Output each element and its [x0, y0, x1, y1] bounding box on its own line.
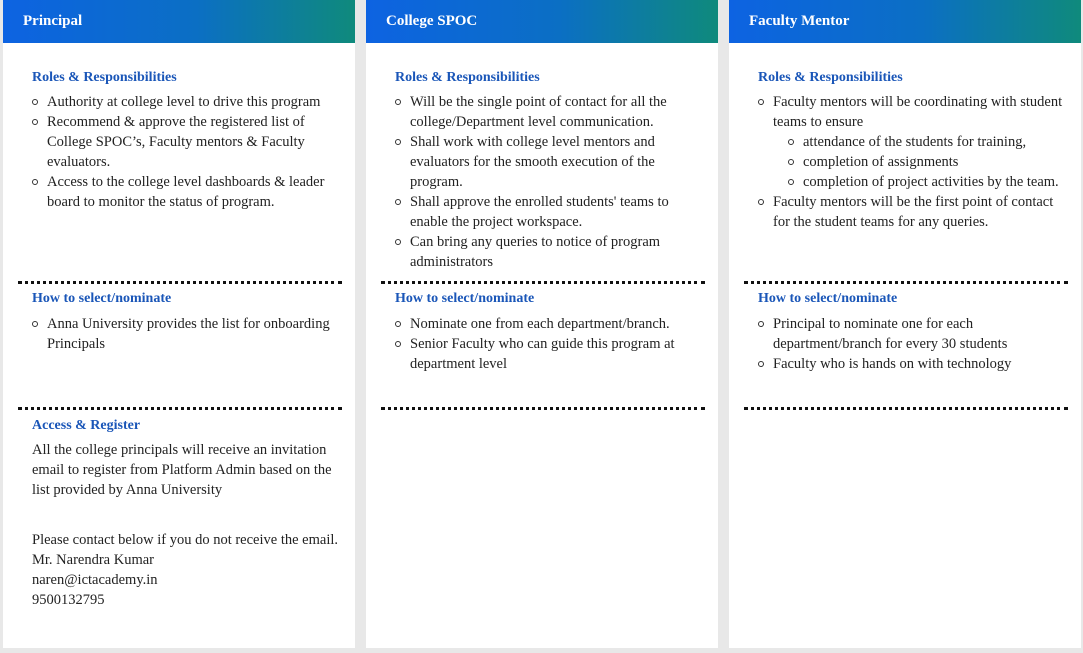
sub-list-item: attendance of the students for training,: [788, 132, 1073, 152]
list-item: Access to the college level dashboards & leader board to monitor the status of program.: [32, 172, 347, 212]
list-item: Faculty mentors will be the first point of contact for the student teams for any queries.: [758, 192, 1073, 232]
list-item: Shall approve the enrolled students' teams to enable the project workspace.: [395, 192, 710, 232]
list-item: Authority at college level to drive this program: [32, 92, 347, 112]
section-divider: [381, 407, 705, 410]
sub-list-item: completion of assignments: [788, 152, 1073, 172]
mentor-nominate-title: How to select/nominate: [758, 291, 898, 306]
access-description: All the college principals will receive an invitation email to register from Platform Admin based on the list provided by Anna University: [32, 442, 332, 498]
list-item: Nominate one from each department/branch.: [395, 314, 710, 334]
mentor-nominate-list: [758, 314, 1073, 374]
mentor-roles-title: Roles & Responsibilities: [758, 70, 903, 85]
contact-phone: 9500132795: [32, 592, 105, 608]
spoc-nominate-list: [395, 314, 710, 374]
section-divider: [744, 281, 1068, 284]
contact-intro: Please contact below if you do not receive the email.: [32, 532, 339, 548]
spoc-nominate-title: How to select/nominate: [395, 291, 535, 306]
list-item: Recommend & approve the registered list of College SPOC’s, Faculty mentors & Faculty evaluators.: [32, 112, 347, 172]
section-divider: [744, 407, 1068, 410]
list-item: Faculty who is hands on with technology: [758, 354, 1073, 374]
principal-nominate-list: [32, 314, 347, 354]
list-item: Shall work with college level mentors and evaluators for the smooth execution of the program.: [395, 132, 710, 192]
college-spoc-card: [366, 0, 718, 648]
faculty-mentor-card: [729, 0, 1081, 648]
list-item: [758, 92, 1073, 192]
list-item: Senior Faculty who can guide this program at department level: [395, 334, 710, 374]
principal-card-title: Principal: [3, 0, 355, 43]
list-item-text: Faculty mentors will be coordinating with student teams to ensure: [773, 94, 1063, 130]
sub-list-item: completion of project activities by the team.: [788, 172, 1073, 192]
section-divider: [18, 407, 342, 410]
section-divider: [18, 281, 342, 284]
principal-nominate-title: How to select/nominate: [32, 291, 172, 306]
sub-list: [773, 132, 1073, 192]
list-item: Will be the single point of contact for all the college/Department level communication.: [395, 92, 710, 132]
contact-email: naren@ictacademy.in: [32, 572, 158, 588]
faculty-mentor-card-title: Faculty Mentor: [729, 0, 1081, 43]
list-item: Anna University provides the list for onboarding Principals: [32, 314, 347, 354]
principal-access-title: Access & Register: [32, 418, 141, 433]
principal-card: [3, 0, 355, 648]
spoc-roles-title: Roles & Responsibilities: [395, 70, 540, 85]
contact-name: Mr. Narendra Kumar: [32, 552, 154, 568]
mentor-roles-list: [758, 92, 1073, 232]
contact-block: [32, 530, 345, 610]
list-item: Principal to nominate one for each department/branch for every 30 students: [758, 314, 1073, 354]
principal-roles-list: [32, 92, 347, 212]
spoc-roles-list: [395, 92, 710, 272]
list-item: Can bring any queries to notice of program administrators: [395, 232, 710, 272]
principal-roles-title: Roles & Responsibilities: [32, 70, 177, 85]
section-divider: [381, 281, 705, 284]
college-spoc-card-title: College SPOC: [366, 0, 718, 43]
